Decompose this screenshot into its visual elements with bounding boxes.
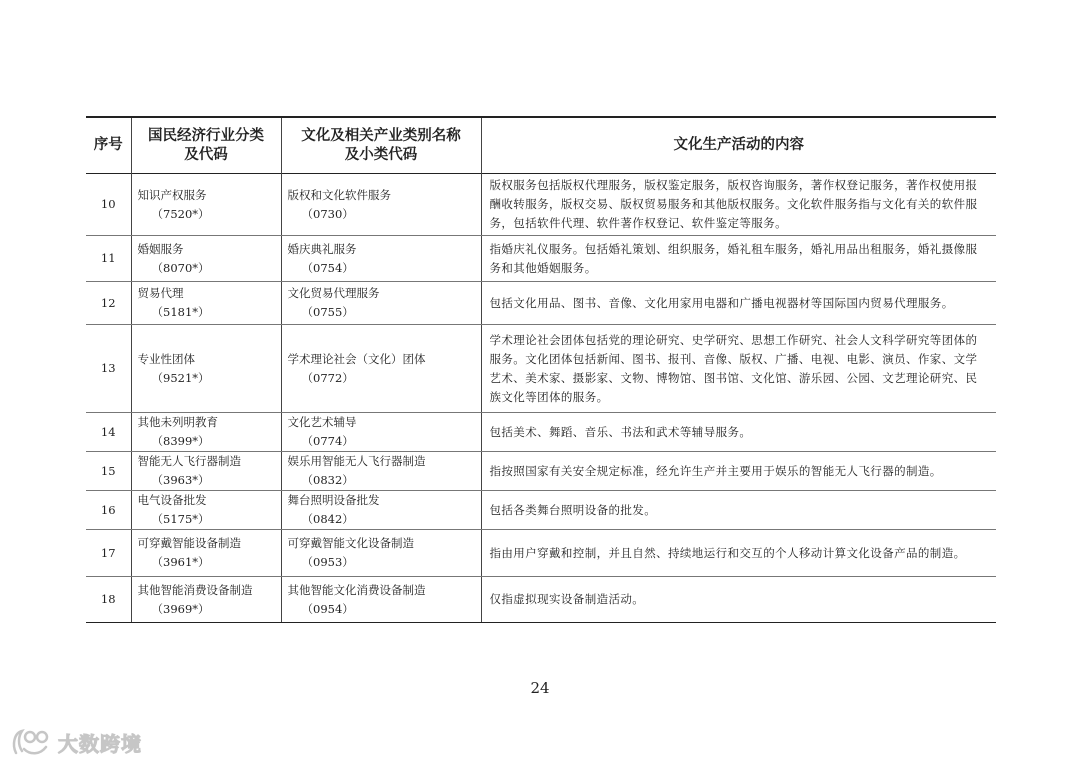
category-name: 可穿戴智能文化设备制造: [287, 536, 414, 550]
cell-industry: [131, 530, 281, 577]
cell-seq: 11: [86, 236, 131, 282]
cell-industry: [131, 236, 281, 282]
table-body: [86, 174, 996, 623]
industry-code: （5175*）: [151, 512, 210, 526]
watermark-logo-icon: [10, 727, 52, 757]
category-code: （0954）: [301, 601, 354, 616]
category-code: （0774）: [301, 434, 354, 448]
table-row: [86, 413, 996, 452]
cell-content: 学术理论社会团体包括党的理论研究、史学研究、思想工作研究、社会人文科学研究等团体的服务。文化团体包括新闻、图书、报刊、音像、版权、广播、电视、电影、演员、作家、文学艺术、美术家、摄影家、文物、博物馆、图书馆、文化馆、游乐园、公园、文艺理论研究、民族文化等团体的服务。: [481, 325, 996, 413]
page-number: 24: [530, 679, 550, 697]
cell-content: 版权服务包括版权代理服务，版权鉴定服务，版权咨询服务，著作权登记服务，著作权使用报酬收转服务，版权交易、版权贸易服务和其他版权服务。文化软件服务指与文化有关的软件服务，包括软件代理、软件著作权登记、软件鉴定等服务。: [481, 174, 996, 236]
header-category: [281, 117, 481, 174]
industry-code: （8070*）: [151, 260, 210, 275]
header-industry-line1: 国民经济行业分类: [148, 127, 264, 144]
cell-category: [281, 452, 481, 491]
cell-content: 指婚庆礼仪服务。包括婚礼策划、组织服务，婚礼租车服务，婚礼用品出租服务，婚礼摄像服务和其他婚姻服务。: [481, 236, 996, 282]
table-row: [86, 236, 996, 282]
header-seq: 序号: [93, 137, 123, 153]
industry-name: 可穿戴智能设备制造: [137, 536, 241, 550]
industry-name: 婚姻服务: [137, 241, 184, 256]
category-code: （0772）: [301, 370, 354, 385]
cell-content: 包括文化用品、图书、音像、文化用家用电器和广播电视器材等国际国内贸易代理服务。: [481, 282, 996, 325]
industry-name: 专业性团体: [137, 351, 195, 366]
category-code: （0842）: [301, 512, 354, 526]
cell-seq: 16: [86, 491, 131, 530]
cell-industry: [131, 413, 281, 452]
table-row: [86, 530, 996, 577]
header-industry-line2: 及代码: [184, 146, 228, 163]
header-category-line1: 文化及相关产业类别名称: [301, 127, 461, 144]
cell-industry: [131, 282, 281, 325]
cell-seq: 14: [86, 413, 131, 452]
cell-industry: [131, 452, 281, 491]
cell-content: 包括各类舞台照明设备的批发。: [481, 491, 996, 530]
industry-name: 贸易代理: [137, 286, 184, 300]
category-code: （0832）: [301, 473, 354, 487]
header-row: [86, 117, 996, 174]
cell-industry: [131, 577, 281, 623]
industry-code: （7520*）: [151, 206, 210, 221]
industry-code: （3961*）: [151, 555, 210, 569]
table-row: [86, 282, 996, 325]
industry-code: （5181*）: [151, 305, 210, 319]
category-code: （0755）: [301, 305, 354, 319]
industry-code: （3969*）: [151, 601, 210, 616]
cell-seq: 10: [86, 174, 131, 236]
category-name: 学术理论社会（文化）团体: [287, 351, 426, 366]
cell-industry: [131, 174, 281, 236]
table-row: [86, 325, 996, 413]
cell-category: [281, 282, 481, 325]
cell-content: 指由用户穿戴和控制，并且自然、持续地运行和交互的个人移动计算文化设备产品的制造。: [481, 530, 996, 577]
header-category-line2: 及小类代码: [344, 146, 418, 163]
table-row: [86, 452, 996, 491]
watermark-text: 大数跨境: [58, 731, 142, 756]
industry-code: （9521*）: [151, 370, 210, 385]
header-content: 文化生产活动的内容: [481, 117, 996, 174]
category-name: 文化贸易代理服务: [287, 286, 380, 300]
cell-category: [281, 530, 481, 577]
cell-seq: 13: [86, 325, 131, 413]
cell-content: 仅指虚拟现实设备制造活动。: [481, 577, 996, 623]
cell-category: [281, 491, 481, 530]
category-code: （0754）: [301, 260, 354, 275]
cell-category: [281, 174, 481, 236]
category-name: 其他智能文化消费设备制造: [287, 582, 426, 597]
header-industry: [131, 117, 281, 174]
classification-table-container: [86, 116, 996, 623]
industry-code: （8399*）: [151, 434, 210, 448]
cell-seq: 12: [86, 282, 131, 325]
category-name: 娱乐用智能无人飞行器制造: [287, 454, 426, 468]
category-name: 文化艺术辅导: [287, 415, 357, 429]
cell-category: [281, 236, 481, 282]
cell-category: [281, 325, 481, 413]
industry-code: （3963*）: [151, 473, 210, 487]
category-name: 舞台照明设备批发: [287, 493, 380, 507]
cell-category: [281, 413, 481, 452]
industry-name: 其他智能消费设备制造: [137, 582, 253, 597]
table-row: [86, 174, 996, 236]
table-row: [86, 491, 996, 530]
watermark: [10, 725, 142, 759]
category-name: 婚庆典礼服务: [287, 241, 357, 256]
classification-table: [86, 116, 996, 623]
cell-seq: 18: [86, 577, 131, 623]
industry-name: 其他未列明教育: [137, 415, 218, 429]
table-row: [86, 577, 996, 623]
cell-seq: 17: [86, 530, 131, 577]
table-header: [86, 117, 996, 174]
cell-seq: 15: [86, 452, 131, 491]
cell-content: 包括美术、舞蹈、音乐、书法和武术等辅导服务。: [481, 413, 996, 452]
category-code: （0730）: [301, 206, 354, 221]
category-code: （0953）: [301, 555, 354, 569]
cell-content: 指按照国家有关安全规定标准，经允许生产并主要用于娱乐的智能无人飞行器的制造。: [481, 452, 996, 491]
cell-industry: [131, 491, 281, 530]
cell-category: [281, 577, 481, 623]
category-name: 版权和文化软件服务: [287, 187, 391, 202]
industry-name: 知识产权服务: [137, 187, 207, 202]
industry-name: 智能无人飞行器制造: [137, 454, 241, 468]
cell-industry: [131, 325, 281, 413]
industry-name: 电气设备批发: [137, 493, 207, 507]
